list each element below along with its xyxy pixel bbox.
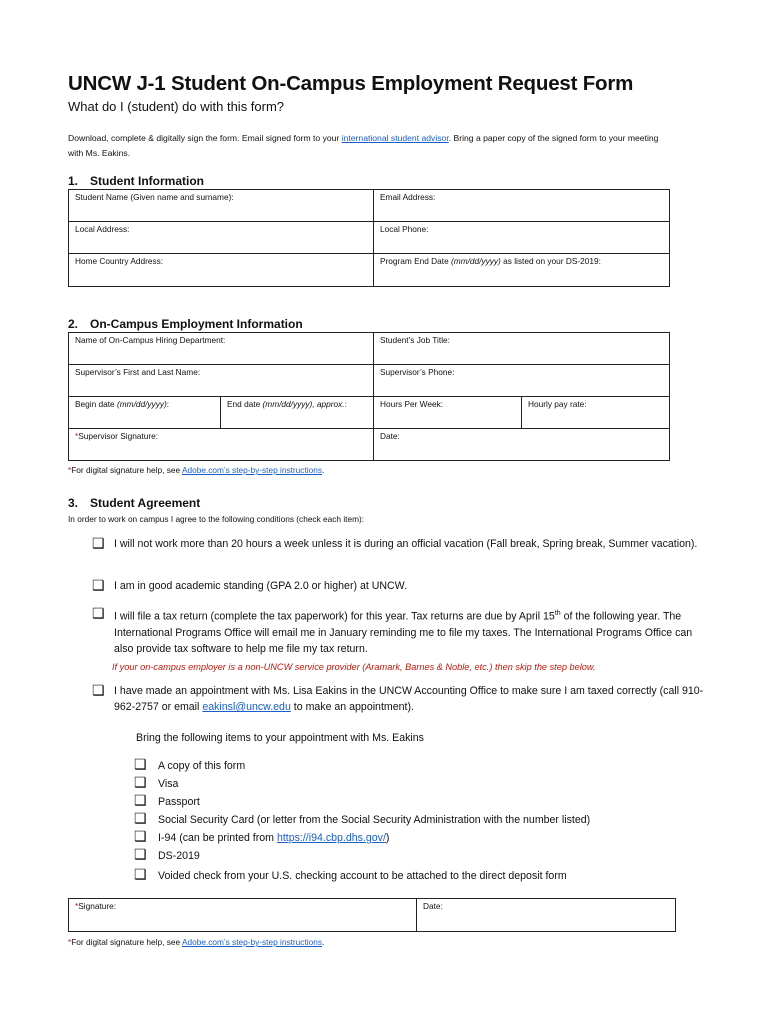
program-end-format: (mm/dd/yyyy) [451, 256, 501, 266]
checkbox-icon[interactable]: ❑ [92, 535, 105, 551]
section3-title: Student Agreement [90, 496, 201, 510]
intro-paragraph [68, 131, 668, 161]
email-label: Email Address: [380, 192, 436, 202]
employment-info-table [68, 332, 670, 461]
intro-text: Download, complete & digitally sign the form. Email signed form to your [68, 133, 342, 143]
page-subtitle: What do I (student) do with this form? [68, 99, 285, 114]
end-date-colon: : [344, 399, 347, 409]
help-asterisk: * [68, 465, 72, 475]
agreement-item-hours-text: I will not work more than 20 hours a week unless it is during an official vacation (Fall break, Spring break, Summer vacation). [114, 538, 698, 550]
section2-title: On-Campus Employment Information [90, 317, 303, 331]
agreement-item-standing [92, 578, 712, 594]
bring-item [134, 828, 389, 846]
i94-close: ) [385, 832, 390, 844]
section2-heading [68, 317, 303, 331]
bring-item [134, 846, 200, 864]
checkbox-icon[interactable]: ❑ [134, 774, 147, 790]
checkbox-icon[interactable]: ❑ [134, 792, 147, 808]
begin-date-text: Begin date [75, 399, 117, 409]
agreement-item-tax [92, 606, 712, 657]
begin-date-field[interactable] [69, 397, 221, 429]
hiring-department-label: Name of On-Campus Hiring Department: [75, 335, 226, 345]
email-link[interactable]: eakinsl@uncw.edu [202, 701, 291, 713]
bring-item [134, 866, 567, 884]
program-end-field[interactable] [374, 254, 670, 287]
bring-item [134, 810, 590, 828]
home-address-label: Home Country Address: [75, 256, 164, 266]
bring-item [134, 792, 200, 810]
student-signature-field[interactable] [69, 899, 417, 932]
checkbox-icon[interactable]: ❑ [134, 866, 147, 882]
supervisor-name-label: Supervisor’s First and Last Name: [75, 367, 201, 377]
required-asterisk: * [75, 901, 79, 911]
bring-item-text: Passport [158, 796, 200, 808]
end-date-format: (mm/dd/yyyy), approx. [262, 399, 345, 409]
checkbox-icon[interactable]: ❑ [134, 828, 147, 844]
help-period: . [321, 937, 325, 947]
local-address-label: Local Address: [75, 224, 130, 234]
student-signature-label: Signature: [78, 901, 117, 911]
section1-heading [68, 174, 204, 188]
signature-help-note [68, 465, 324, 475]
hourly-pay-field[interactable] [522, 397, 670, 429]
checkbox-icon[interactable]: ❑ [92, 577, 105, 593]
section1-number: 1. [68, 174, 79, 188]
signature-table [68, 898, 676, 932]
help-text: For digital signature help, see [71, 937, 182, 947]
student-date-label: Date: [423, 901, 443, 911]
adobe-help-link[interactable]: Adobe.com’s step-by-step instructions [181, 937, 322, 947]
agreement-intro: In order to work on campus I agree to the following conditions (check each item): [68, 514, 365, 524]
supervisor-date-label: Date: [380, 431, 400, 441]
local-phone-field[interactable] [374, 222, 670, 254]
page-title: UNCW J-1 Student On-Campus Employment Request Form [68, 72, 634, 95]
bring-item [134, 756, 245, 774]
end-date-field[interactable] [221, 397, 374, 429]
bring-item-text: Voided check from your U.S. checking account to be attached to the direct deposit form [158, 870, 567, 882]
bring-item-text: A copy of this form [158, 760, 246, 772]
tax-text-b: of the following year. The International Programs Office will email me in January reminding me to file my taxes. The International Programs Office can also provide tax software to help me file my tax return. [114, 610, 693, 655]
section3-number: 3. [68, 496, 79, 510]
appointment-text-b: to make an appointment). [290, 701, 414, 713]
hours-per-week-label: Hours Per Week: [380, 399, 444, 409]
appointment-text-a: I have made an appointment with Ms. Lisa Eakins in the UNCW Accounting Office to make sure I am taxed correctly (call 910-962-2757 or email [114, 685, 704, 713]
supervisor-date-field[interactable] [374, 429, 670, 461]
email-field[interactable] [374, 190, 670, 222]
supervisor-phone-field[interactable] [374, 365, 670, 397]
program-end-suffix: as listed on your DS-2019: [500, 256, 601, 266]
student-date-field[interactable] [417, 899, 676, 932]
supervisor-name-field[interactable] [69, 365, 374, 397]
program-end-label [380, 256, 601, 266]
help-asterisk: * [68, 937, 72, 947]
bring-items-heading: Bring the following items to your appointment with Ms. Eakins [136, 732, 424, 744]
bring-item-text: Social Security Card (or letter from the Social Security Administration with the number listed) [158, 814, 591, 826]
help-text: For digital signature help, see [71, 465, 182, 475]
agreement-item-standing-text: I am in good academic standing (GPA 2.0 or higher) at UNCW. [114, 580, 408, 592]
i94-link[interactable]: https://i94.cbp.dhs.gov/ [276, 832, 386, 844]
job-title-field[interactable] [374, 333, 670, 365]
agreement-item-appointment-text [114, 683, 712, 715]
end-date-text: End date [227, 399, 263, 409]
bring-item-text: DS-2019 [158, 850, 200, 862]
adobe-help-link[interactable]: Adobe.com’s step-by-step instructions [181, 465, 322, 475]
hours-per-week-field[interactable] [374, 397, 522, 429]
local-address-field[interactable] [69, 222, 374, 254]
program-end-text: Program End Date [380, 256, 452, 266]
hourly-pay-label: Hourly pay rate: [528, 399, 587, 409]
bring-item [134, 774, 178, 792]
bring-item-text: I-94 (can be printed from [158, 832, 277, 844]
checkbox-icon[interactable]: ❑ [134, 810, 147, 826]
section1-title: Student Information [90, 174, 204, 188]
end-date-label [227, 399, 347, 409]
begin-date-colon: : [166, 399, 170, 409]
hiring-department-field[interactable] [69, 333, 374, 365]
supervisor-phone-label: Supervisor’s Phone: [380, 367, 455, 377]
checkbox-icon[interactable]: ❑ [134, 756, 147, 772]
begin-date-label [75, 399, 169, 409]
tax-text-a: I will file a tax return (complete the tax paperwork) for this year. Tax returns are due by April 15 [114, 610, 555, 623]
help-period: . [321, 465, 325, 475]
section3-heading [68, 496, 200, 510]
supervisor-signature-field[interactable] [69, 429, 374, 461]
section2-number: 2. [68, 317, 79, 331]
agreement-item-appointment [92, 683, 712, 715]
begin-date-format: (mm/dd/yyyy) [116, 399, 167, 409]
student-info-table [68, 189, 670, 287]
checkbox-icon[interactable]: ❑ [92, 682, 105, 698]
skip-note: If your on-campus employer is a non-UNCW service provider (Aramark, Barnes & Noble, etc.) then skip the step below. [112, 662, 596, 672]
agreement-item-tax-text [114, 606, 712, 657]
student-name-label: Student Name (Given name and surname): [75, 192, 234, 202]
agreement-item-hours [92, 536, 712, 552]
advisor-link[interactable]: international student advisor [341, 133, 449, 143]
bring-item-text: Visa [158, 778, 179, 790]
supervisor-signature-label: Supervisor Signature: [78, 431, 159, 441]
local-phone-label: Local Phone: [380, 224, 429, 234]
home-address-field[interactable] [69, 254, 374, 287]
checkbox-icon[interactable]: ❑ [92, 605, 105, 621]
checkbox-icon[interactable]: ❑ [134, 846, 147, 862]
required-asterisk: * [75, 431, 79, 441]
signature-help-note-bottom [68, 937, 324, 947]
student-name-field[interactable] [69, 190, 374, 222]
intro-text-end: . Bring a paper copy of the signed form to your meeting with Ms. Eakins. [68, 133, 659, 158]
tax-text-sup: th [554, 610, 561, 617]
job-title-label: Student’s Job Title: [380, 335, 450, 345]
